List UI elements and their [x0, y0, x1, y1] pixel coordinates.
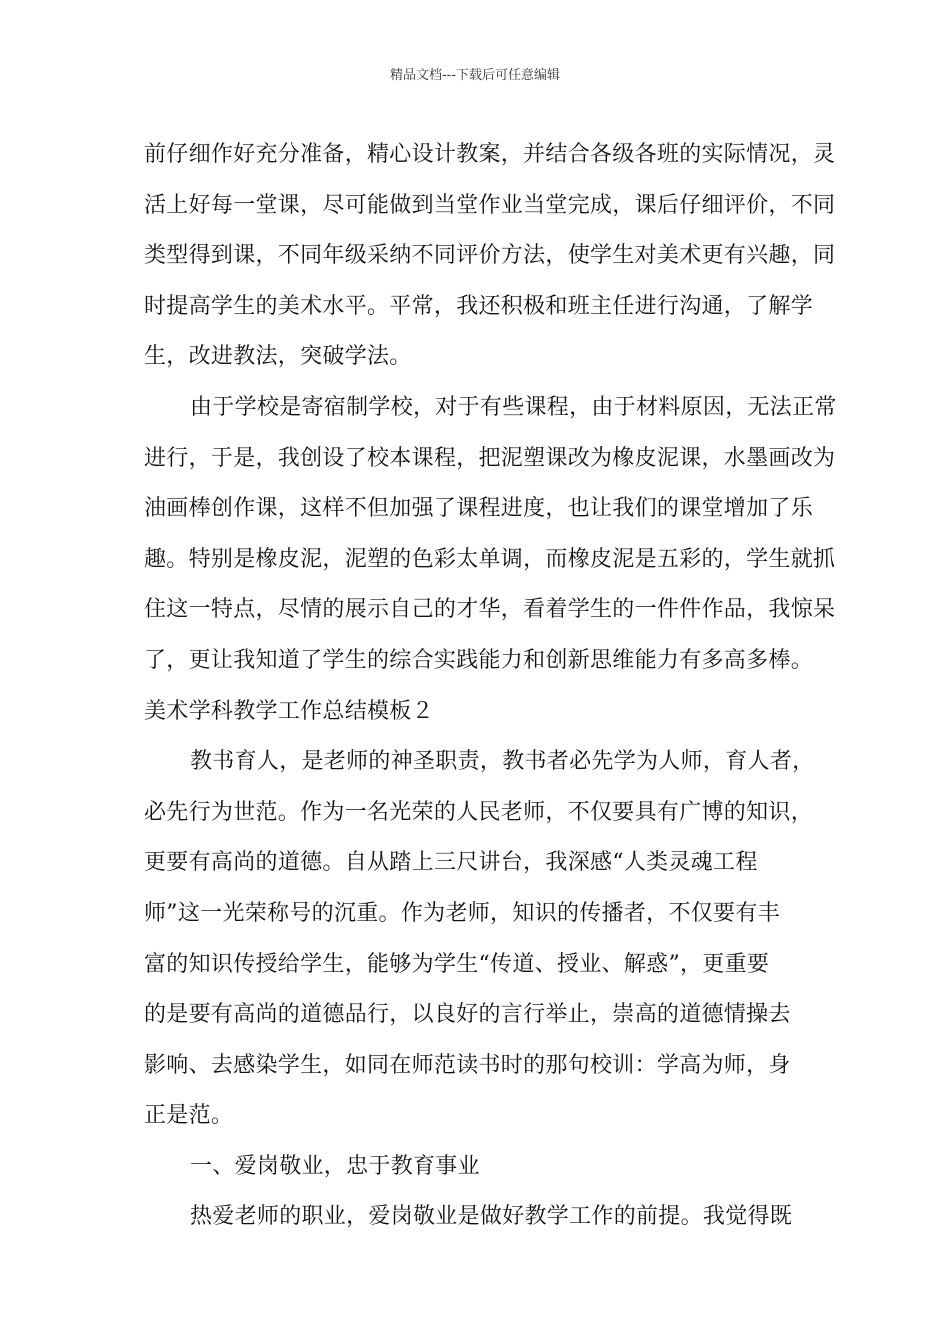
text-line: 进行，于是，我创设了校本课程，把泥塑课改为橡皮泥课，水墨画改为 [144, 445, 836, 471]
text-line: 由于学校是寄宿制学校，对于有些课程，由于材料原因，无法正常 [190, 394, 837, 420]
text-line: 一、爱岗敬业，忠于教育事业 [190, 1153, 480, 1179]
text-line: 生，改进教法，突破学法。 [144, 344, 412, 370]
text-line: 住这一特点，尽情的展示自己的才华，看着学生的一件件作品，我惊呆 [144, 597, 836, 623]
text-line: 了，更让我知道了学生的综合实践能力和创新思维能力有多高多棒。 [144, 647, 814, 673]
text-line: 正是范。 [144, 1103, 234, 1129]
text-line: 油画棒创作课，这样不但加强了课程进度，也让我们的课堂增加了乐 [144, 496, 814, 522]
text-line: 师”这一光荣称号的沉重。作为老师，知识的传播者，不仅要有丰 [144, 900, 780, 926]
text-line: 教书育人，是老师的神圣职责，教书者必先学为人师，育人者， [190, 749, 815, 775]
text-line: 趣。特别是橡皮泥，泥塑的色彩太单调，而橡皮泥是五彩的，学生就抓 [144, 546, 836, 572]
text-line: 前仔细作好充分准备，精心设计教案，并结合各级各班的实际情况，灵 [144, 142, 836, 167]
text-line: 活上好每一堂课，尽可能做到当堂作业当堂完成，课后仔细评价，不同 [144, 192, 836, 218]
text-line: 美术学科教学工作总结模板２ [144, 698, 434, 724]
text-line: 影响、去感染学生，如同在师范读书时的那句校训：学高为师，身 [144, 1052, 791, 1078]
text-line: 热爱老师的职业，爱岗敬业是做好教学工作的前提。我觉得既 [190, 1204, 793, 1230]
text-line: 更要有高尚的道德。自从踏上三尺讲台，我深感“人类灵魂工程 [144, 850, 758, 876]
page-header: 精品文档---下载后可任意编辑 [389, 68, 561, 83]
text-line: 时提高学生的美术水平。平常，我还积极和班主任进行沟通，了解学 [144, 293, 814, 319]
text-line: 必先行为世范。作为一名光荣的人民老师，不仅要具有广博的知识， [144, 799, 814, 825]
text-line: 类型得到课，不同年级采纳不同评价方法，使学生对美术更有兴趣，同 [144, 243, 836, 269]
text-line: 富的知识传授给学生，能够为学生“传道、授业、解惑”，更重要 [144, 951, 770, 977]
text-line: 的是要有高尚的道德品行，以良好的言行举止，崇高的道德情操去 [144, 1002, 791, 1028]
document-body [144, 130, 837, 1243]
